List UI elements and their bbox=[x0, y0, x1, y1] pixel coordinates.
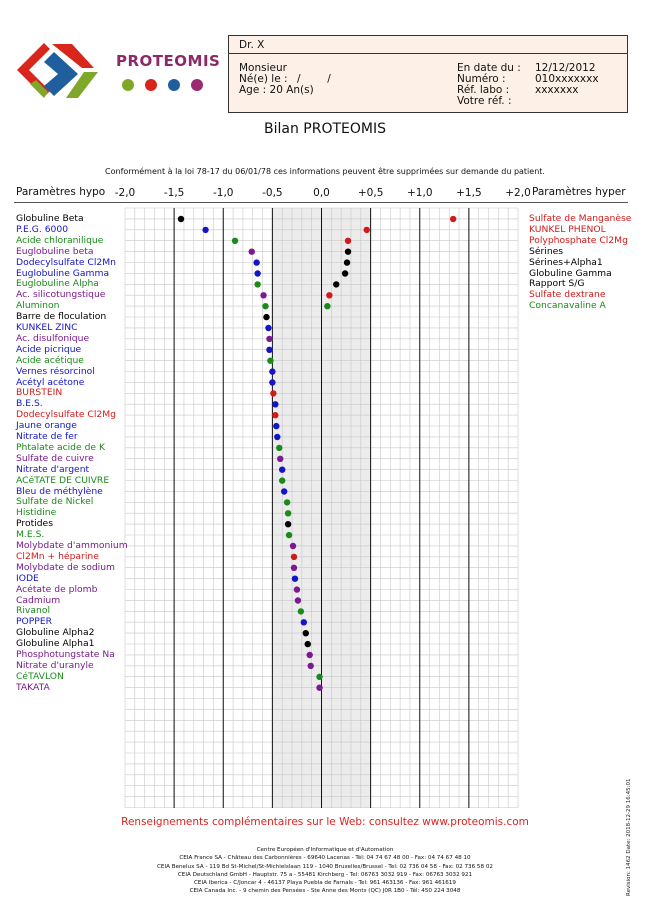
hypo-parameter-label: Jaune orange bbox=[16, 420, 77, 432]
hypo-point bbox=[301, 619, 307, 625]
hyper-point bbox=[345, 238, 351, 244]
hypo-point bbox=[285, 521, 291, 527]
hypo-parameter-label: BURSTEIN bbox=[16, 387, 63, 399]
hyper-point bbox=[324, 303, 330, 309]
footer-line: CEIA Deutschland GmbH - Hauptstr. 75 a - 55481 Kirchberg - Tel: 06763 3032 919 - Fax: 06763 3032 921 bbox=[177, 871, 473, 878]
hypo-point bbox=[290, 543, 296, 549]
hypo-parameter-label: POPPER bbox=[16, 616, 53, 628]
hypo-parameter-label: Globuline Alpha1 bbox=[16, 638, 95, 650]
hypo-point bbox=[284, 499, 290, 505]
hypo-parameter-label: KUNKEL ZINC bbox=[16, 322, 78, 333]
footer-line: CEIA Benelux SA - 119 Bd St-Michel/St-Michielslaan 119 - 1040 Bruxelles/Brussel - Tel: 02 736 04 58 - Fax: 02 736 58 02 bbox=[157, 863, 493, 870]
x-tick-label: +1,0 bbox=[407, 187, 433, 199]
hyper-parameter-label: KUNKEL PHENOL bbox=[529, 223, 606, 235]
hypo-point bbox=[260, 292, 266, 298]
hypo-point bbox=[253, 259, 259, 265]
hypo-point bbox=[277, 456, 283, 462]
hypo-point bbox=[294, 586, 300, 592]
doctor-name: Dr. X bbox=[229, 36, 627, 54]
hypo-point bbox=[266, 336, 272, 342]
web-note: Renseignements complémentaires sur le Web: consultez www.proteomis.com bbox=[121, 816, 529, 828]
hyper-point bbox=[345, 249, 351, 255]
hyper-parameter-label: Sérines+Alpha1 bbox=[529, 256, 603, 268]
hypo-parameter-label: Nitrate d'argent bbox=[16, 463, 90, 475]
hypo-parameter-label: CéTAVLON bbox=[16, 670, 64, 682]
x-tick-label: +2,0 bbox=[505, 187, 531, 199]
hypo-point bbox=[273, 423, 279, 429]
hypo-point bbox=[291, 554, 297, 560]
date-value: 12/12/2012 bbox=[535, 62, 596, 74]
hypo-point bbox=[178, 216, 184, 222]
footer-line: Centre Européen d'Informatique et d'Automation bbox=[256, 847, 394, 853]
hypo-point bbox=[307, 663, 313, 669]
hypo-parameter-label: Barre de floculation bbox=[16, 311, 107, 323]
hypo-point bbox=[269, 379, 275, 385]
hypo-point bbox=[307, 652, 313, 658]
lab-ref-value: xxxxxxx bbox=[535, 84, 579, 96]
hyper-parameter-label: Concanavaline A bbox=[529, 300, 606, 312]
hypo-parameter-label: P.E.G. 6000 bbox=[16, 223, 69, 235]
patient-title: Monsieur bbox=[239, 62, 287, 74]
hypo-point bbox=[316, 685, 322, 691]
hypo-point bbox=[270, 390, 276, 396]
footer bbox=[0, 846, 650, 896]
hypo-parameter-label: Acétate de plomb bbox=[16, 583, 98, 595]
footer-line: CEIA Iberica - C/Joncar 4 - 46137 Playa Puebla de Farnals - Tel: 961 463136 - Fax: 961 461619 bbox=[194, 880, 456, 887]
hypo-parameter-label: Bleu de méthylène bbox=[16, 485, 103, 497]
hypo-point bbox=[274, 434, 280, 440]
hyper-parameter-label: Sérines bbox=[529, 245, 564, 257]
your-ref-label: Votre réf. : bbox=[457, 95, 512, 107]
hypo-point bbox=[276, 445, 282, 451]
hypo-parameter-label: Cadmium bbox=[16, 594, 61, 606]
hyper-parameter-label: Polyphosphate Cl2Mg bbox=[529, 234, 628, 246]
hypo-point bbox=[286, 532, 292, 538]
hypo-parameter-label: Globuline Alpha2 bbox=[16, 627, 95, 639]
hypo-parameter-label: Phtalate acide de K bbox=[16, 441, 106, 453]
hyper-point bbox=[333, 281, 339, 287]
hypo-parameter-label: Protides bbox=[16, 518, 54, 530]
hyper-point bbox=[344, 259, 350, 265]
x-tick-label: +0,5 bbox=[357, 187, 384, 199]
hyper-point bbox=[326, 292, 332, 298]
x-tick-label: -0,5 bbox=[262, 187, 283, 199]
born-label: Né(e) le : bbox=[239, 73, 288, 85]
hypo-point bbox=[305, 641, 311, 647]
hypo-point bbox=[279, 467, 285, 473]
hypo-point bbox=[254, 270, 260, 276]
hypo-point bbox=[285, 510, 291, 516]
hypo-parameter-label: Molybdate de sodium bbox=[16, 561, 115, 573]
x-tick-label: -1,0 bbox=[213, 187, 234, 199]
hypo-parameter-label: ACéTATE DE CUIVRE bbox=[16, 474, 110, 486]
hypo-point bbox=[272, 401, 278, 407]
hypo-point bbox=[303, 630, 309, 636]
hypo-parameter-label: Histidine bbox=[16, 507, 57, 519]
x-tick-label: +1,5 bbox=[456, 187, 482, 199]
hypo-point bbox=[291, 565, 297, 571]
hypo-parameter-label: Ac. disulfonique bbox=[16, 332, 90, 344]
hypo-axis-label: Paramètres hypo bbox=[16, 186, 106, 198]
hypo-parameter-label: Ac. silicotungstique bbox=[16, 289, 106, 301]
brand-name: PROTEOMIS bbox=[116, 52, 221, 70]
hypo-parameter-label: Euglobuline Alpha bbox=[16, 278, 99, 290]
hypo-parameter-label: Globuline Beta bbox=[16, 213, 84, 224]
hyper-axis-label: Paramètres hyper bbox=[532, 186, 626, 198]
hypo-point bbox=[266, 347, 272, 353]
hyper-point bbox=[342, 270, 348, 276]
number-value: 010xxxxxxx bbox=[535, 73, 599, 85]
hypo-point bbox=[232, 238, 238, 244]
hypo-point bbox=[316, 674, 322, 680]
hypo-parameter-label: Sulfate de Nickel bbox=[16, 496, 94, 508]
footer-line: CEIA France SA - Château des Carbonnières - 69640 Lacenas - Tél: 04 74 67 48 00 - Fax: 04 74 67 48 10 bbox=[179, 855, 471, 862]
hypo-parameter-label: Rivanol bbox=[16, 605, 51, 617]
hypo-point bbox=[281, 488, 287, 494]
hypo-parameter-label: Euglobuline beta bbox=[16, 245, 94, 257]
x-tick-label: -1,5 bbox=[163, 187, 185, 199]
born-value: / / bbox=[297, 73, 331, 85]
date-label: En date du : bbox=[457, 62, 521, 74]
hypo-parameter-label: Sulfate de cuivre bbox=[16, 452, 94, 464]
hypo-point bbox=[262, 303, 268, 309]
hypo-parameter-label: B.E.S. bbox=[16, 398, 43, 410]
hypo-point bbox=[263, 314, 269, 320]
hypo-point bbox=[272, 412, 278, 418]
hypo-point bbox=[269, 368, 275, 374]
hypo-parameter-label: Nitrate d'uranyle bbox=[16, 659, 94, 671]
hypo-parameter-label: TAKATA bbox=[16, 681, 50, 693]
hyper-parameter-label: Rapport S/G bbox=[529, 278, 585, 290]
hypo-parameter-label: Dodecylsulfate Cl2Mg bbox=[16, 409, 116, 421]
hypo-parameter-label: Dodecylsulfate Cl2Mn bbox=[16, 256, 116, 268]
number-label: Numéro : bbox=[457, 73, 506, 85]
hypo-parameter-label: Vernes résorcinol bbox=[16, 365, 95, 377]
hypo-point bbox=[254, 281, 260, 287]
hyper-point bbox=[363, 227, 369, 233]
hypo-point bbox=[265, 325, 271, 331]
hypo-point bbox=[292, 576, 298, 582]
hypo-parameter-label: Acétyl acétone bbox=[16, 376, 85, 388]
hyper-point bbox=[450, 216, 456, 222]
hypo-parameter-label: Molybdate d'ammonium bbox=[16, 540, 128, 551]
hypo-parameter-label: Aluminon bbox=[16, 300, 60, 312]
x-tick-label: 0,0 bbox=[313, 187, 330, 199]
hypo-parameter-label: Acide chloranilique bbox=[16, 234, 104, 246]
page-title: Bilan PROTEOMIS bbox=[264, 121, 386, 137]
hypo-parameter-label: Phosphotungstate Na bbox=[16, 649, 115, 660]
hypo-parameter-label: Nitrate de fer bbox=[16, 431, 78, 442]
revision-stamp: Revision: 1462 Date: 2018-12-29 16:45:01 bbox=[626, 778, 632, 896]
hypo-point bbox=[202, 227, 208, 233]
hypo-point bbox=[295, 597, 301, 603]
hyper-parameter-label: Sulfate de Manganèse bbox=[529, 213, 632, 224]
hypo-parameter-label: Acide picrique bbox=[16, 343, 82, 355]
hyper-parameter-label: Globuline Gamma bbox=[529, 267, 612, 279]
lab-ref-label: Réf. labo : bbox=[457, 84, 510, 96]
patient-age: Age : 20 An(s) bbox=[239, 84, 314, 96]
hypo-point bbox=[298, 608, 304, 614]
conformity-notice: Conformément à la loi 78-17 du 06/01/78 ces informations peuvent être supprimées sur demande du patient. bbox=[105, 167, 545, 176]
hyper-parameter-label: Sulfate dextrane bbox=[529, 289, 606, 301]
hypo-parameter-label: Euglobuline Gamma bbox=[16, 267, 110, 279]
hypo-parameter-label: Acide acétique bbox=[16, 354, 84, 366]
footer-line: CEIA Canada Inc. - 9 chemin des Pensées - Ste Anne des Monts (QC) J0R 1B0 - Tél: 450 224 3048 bbox=[189, 888, 461, 895]
hypo-parameter-label: IODE bbox=[16, 572, 39, 584]
hypo-point bbox=[267, 358, 273, 364]
hypo-point bbox=[249, 249, 255, 255]
hypo-parameter-label: Cl2Mn + héparine bbox=[16, 550, 99, 562]
hypo-parameter-label: M.E.S. bbox=[16, 529, 45, 541]
hypo-point bbox=[279, 477, 285, 483]
x-tick-label: -2,0 bbox=[114, 187, 136, 199]
